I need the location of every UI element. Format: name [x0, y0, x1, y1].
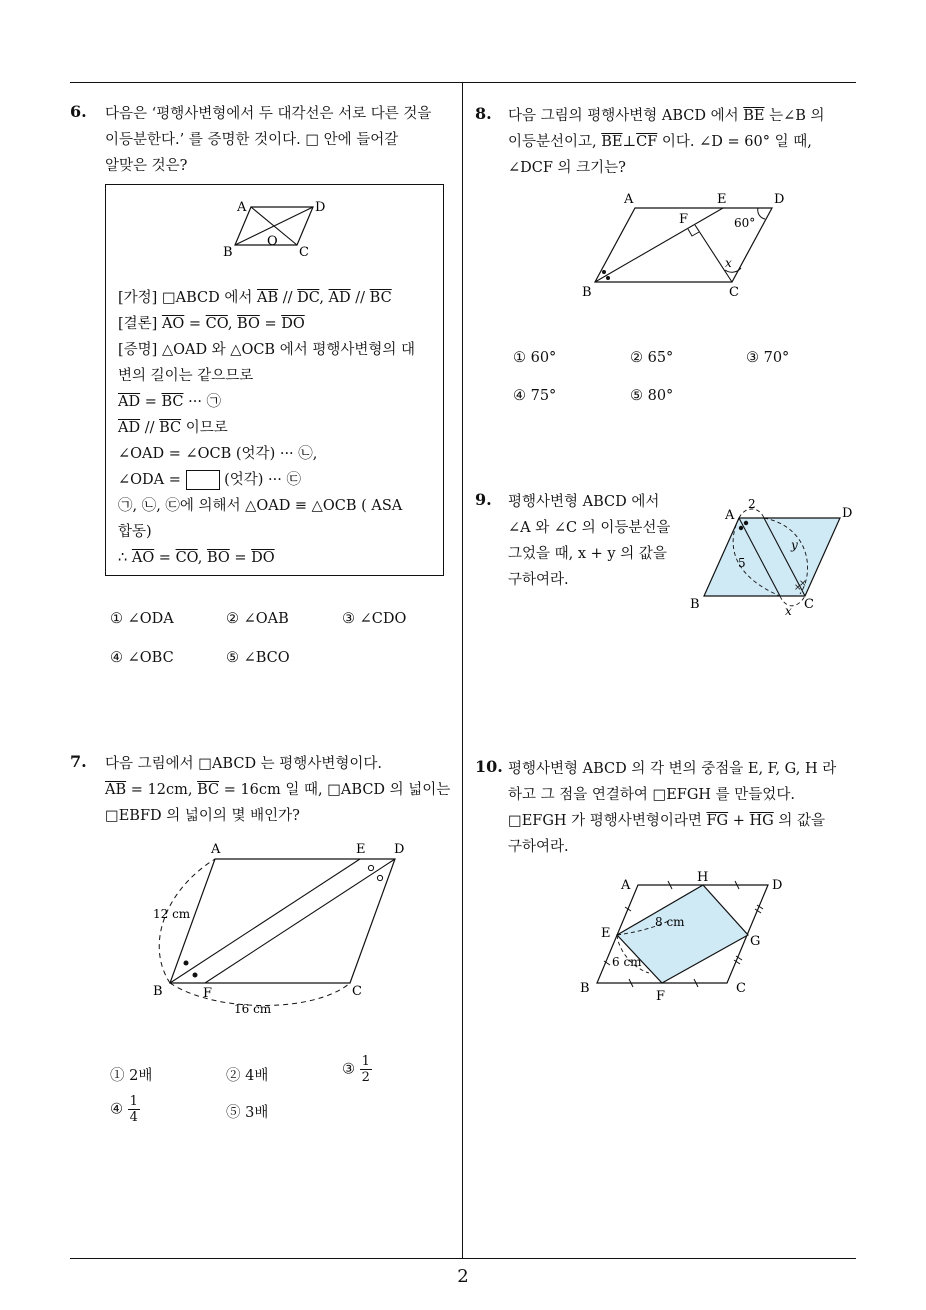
perp-sign: ⊥	[622, 134, 637, 150]
q8-text: 이등분선이고,	[508, 134, 602, 150]
seg-bo: $\overline{BO}$	[237, 316, 260, 332]
q8-choice-3[interactable]: ③ 70°	[746, 350, 790, 366]
proof-tag: [증명]	[118, 342, 158, 358]
q8-label-angle: 60°	[734, 216, 756, 230]
seg-ad: $\overline{AD}$	[118, 420, 141, 436]
q9-label-d: D	[842, 506, 853, 521]
q7-line: □EBFD 의 넓이의 몇 배인가?	[105, 808, 300, 824]
seg-ao: $\overline{AO}$	[131, 550, 155, 566]
seg-do: $\overline{DO}$	[251, 550, 275, 566]
q8-label-d: D	[774, 192, 785, 207]
q8-number: 8.	[475, 104, 492, 123]
seg-cf: $\overline{CF}$	[636, 134, 658, 150]
proof-text: △OAD 와 △OCB 에서 평행사변형의 대	[161, 342, 415, 358]
q9-label-y: y	[791, 538, 798, 552]
q6-conclusion	[118, 311, 305, 337]
q8-line	[508, 129, 825, 155]
q9-label-b: B	[690, 597, 700, 612]
equals-sign: =	[259, 316, 282, 332]
separator: ,	[319, 290, 329, 306]
q9-figure	[685, 492, 860, 622]
q6-label-a: A	[237, 200, 247, 215]
equals-sign: =	[140, 394, 162, 410]
q6-prompt	[105, 101, 431, 179]
q7-label-a: A	[211, 842, 221, 857]
svg-text:×: ×	[794, 583, 802, 593]
seg-hg: $\overline{HG}$	[749, 813, 774, 829]
q8-label-f: F	[679, 212, 689, 227]
q7-label-f: F	[203, 986, 213, 1001]
bottom-rule	[70, 1258, 856, 1259]
choice-mark: ④	[110, 1101, 123, 1118]
q8-line	[508, 103, 825, 129]
seg-ab: $\overline{AB}$	[257, 290, 279, 306]
q6-choice-1[interactable]: ① ∠ODA	[110, 611, 174, 627]
seg-bc: $\overline{BC}$	[159, 420, 182, 436]
q9-label-five: 5	[738, 556, 746, 570]
q7-text: = 12cm,	[126, 782, 198, 798]
q10-line: 평행사변형 ABCD 의 각 변의 중점을 E, F, G, H 라	[508, 761, 837, 777]
q8-label-x: x	[725, 256, 732, 270]
q9-parallelogram	[704, 518, 840, 596]
q10-label-a: A	[621, 878, 631, 893]
conclusion-tag: [결론]	[118, 316, 158, 332]
q10-figure	[575, 865, 800, 1005]
choice-mark: ③	[342, 1061, 355, 1078]
q7-text: = 16cm 일 때, □ABCD 의 넓이는	[219, 782, 451, 798]
equals-sign: =	[229, 550, 252, 566]
q8-text: 이다. ∠D = 60° 일 때,	[657, 134, 812, 150]
q8-label-c: C	[729, 285, 739, 300]
parallel-sign: //	[350, 290, 370, 306]
q6-proof-line: ㉠, ㉡, ㉢에 의해서 △OAD ≡ △OCB ( ASA	[118, 498, 403, 514]
seg-bo: $\overline{BO}$	[206, 550, 230, 566]
q6-line: 이등분한다.’ 를 증명한 것이다. □ 안에 들어갈	[105, 132, 399, 148]
q9-label-x: x	[785, 604, 792, 618]
q10-line: 하고 그 점을 연결하여 □EFGH 를 만들었다.	[508, 787, 795, 803]
q6-choice-5[interactable]: ⑤ ∠BCO	[226, 650, 290, 666]
seg-ao: $\overline{AO}$	[161, 316, 185, 332]
separator: ,	[227, 316, 238, 332]
q7-choice-4[interactable]	[110, 1094, 140, 1125]
answer-blank	[186, 470, 220, 490]
plus-sign: +	[728, 813, 750, 829]
seg-bc: $\overline{BC}$	[197, 782, 220, 798]
q8-choice-1[interactable]: ① 60°	[513, 350, 557, 366]
q10-label-c: C	[736, 981, 746, 996]
q6-label-d: D	[315, 200, 326, 215]
q10-label-g: G	[750, 934, 761, 949]
q7-line	[105, 777, 450, 803]
seg-do: $\overline{DO}$	[281, 316, 305, 332]
seg-fg: $\overline{FG}$	[706, 813, 729, 829]
q10-line	[508, 808, 836, 834]
denominator: 4	[129, 1110, 138, 1125]
q7-choice-3[interactable]	[342, 1054, 372, 1085]
q6-given	[118, 285, 392, 311]
q6-line: 알맞은 것은?	[105, 158, 188, 174]
q6-label-b: B	[223, 245, 233, 260]
q6-number: 6.	[70, 102, 87, 121]
seg-be: $\overline{BE}$	[743, 108, 765, 124]
q6-proof-line	[118, 337, 415, 363]
q9-line: 평행사변형 ABCD 에서	[508, 494, 660, 510]
proof-text: ∠ODA =	[118, 472, 186, 488]
q9-line: ∠A 와 ∠C 의 이등분선을	[508, 520, 671, 536]
q6-choice-3[interactable]: ③ ∠CDO	[342, 611, 407, 627]
fraction-quarter	[128, 1094, 140, 1125]
column-divider	[462, 82, 463, 1259]
q6-figure	[215, 193, 345, 263]
q6-proof-line: ∠OAD = ∠OCB (엇각) ··· ㉡,	[118, 446, 318, 462]
q10-label-h: H	[697, 870, 709, 885]
q6-proof-line	[118, 545, 275, 571]
q6-proof-line	[118, 415, 228, 441]
q6-proof-line	[118, 467, 301, 493]
equals-sign: =	[184, 316, 206, 332]
q7-label-ab: 12 cm	[153, 907, 191, 921]
numerator: 1	[361, 1054, 370, 1069]
proof-text: 이므로	[181, 420, 228, 436]
q7-choice-1[interactable]: ① 2배	[110, 1068, 153, 1084]
proof-text: (엇각) ··· ㉢	[219, 472, 301, 488]
mark-1: ··· ㉠	[183, 394, 222, 410]
top-rule	[70, 82, 856, 83]
seg-ab: $\overline{AB}$	[105, 782, 127, 798]
q8-prompt	[508, 103, 825, 181]
q7-label-e: E	[356, 842, 366, 857]
q10-prompt	[508, 756, 836, 860]
q9-label-two: 2	[748, 497, 756, 511]
q10-label-six: 6 cm	[612, 955, 642, 969]
q6-proof-line: 변의 길이는 같으므로	[118, 368, 254, 384]
q7-choice-5[interactable]: ⑤ 3배	[226, 1105, 269, 1121]
numerator: 1	[129, 1094, 138, 1109]
q10-line: 구하여라.	[508, 839, 569, 855]
parallel-sign: //	[140, 420, 160, 436]
seg-dc: $\overline{DC}$	[297, 290, 320, 306]
q7-number: 7.	[70, 752, 87, 771]
q6-proof-line: 합동)	[118, 524, 152, 540]
q8-label-b: B	[582, 285, 592, 300]
svg-text:×: ×	[799, 579, 807, 589]
q7-prompt	[105, 751, 450, 829]
q6-choice-4[interactable]: ④ ∠OBC	[110, 650, 174, 666]
seg-co: $\overline{CO}$	[175, 550, 198, 566]
q7-choice-2[interactable]: ② 4배	[226, 1068, 269, 1084]
q10-label-d: D	[772, 878, 783, 893]
q10-label-b: B	[580, 981, 590, 996]
q10-text: □EFGH 가 평행사변형이라면	[508, 813, 707, 829]
therefore-sign: ∴	[118, 550, 132, 566]
parallel-sign: //	[278, 290, 298, 306]
q9-label-c: C	[804, 597, 814, 612]
seg-bc: $\overline{BC}$	[369, 290, 392, 306]
given-text: □ABCD 에서	[161, 290, 257, 306]
given-tag: [가정]	[118, 290, 158, 306]
q7-line: 다음 그림에서 □ABCD 는 평행사변형이다.	[105, 756, 382, 772]
q6-choice-2[interactable]: ② ∠OAB	[226, 611, 289, 627]
q6-label-o: O	[267, 234, 278, 249]
q8-choice-5[interactable]: ⑤ 80°	[630, 388, 674, 404]
q7-label-bc: 16 cm	[234, 1002, 272, 1016]
q8-text: 는∠B 의	[764, 108, 825, 124]
q9-line: 그었을 때, x + y 의 값을	[508, 546, 667, 562]
q8-label-e: E	[717, 192, 727, 207]
fraction-half	[360, 1054, 372, 1085]
q6-line: 다음은 ‘평행사변형에서 두 대각선은 서로 다른 것을	[105, 106, 432, 122]
separator: ,	[197, 550, 207, 566]
q8-label-a: A	[624, 192, 634, 207]
q9-label-a: A	[725, 508, 735, 523]
q10-text: 의 값을	[773, 813, 825, 829]
equals-sign: =	[154, 550, 176, 566]
q7-figure	[145, 835, 425, 1020]
q7-label-c: C	[352, 984, 362, 999]
q8-text: 다음 그림의 평행사변형 ABCD 에서	[508, 108, 744, 124]
seg-co: $\overline{CO}$	[205, 316, 228, 332]
q8-choice-2[interactable]: ② 65°	[630, 350, 674, 366]
seg-ad: $\overline{AD}$	[118, 394, 141, 410]
q8-line: ∠DCF 의 크기는?	[508, 160, 626, 176]
q9-number: 9.	[475, 490, 492, 509]
seg-ad: $\overline{AD}$	[328, 290, 351, 306]
q10-number: 10.	[475, 757, 503, 776]
seg-bc: $\overline{BC}$	[161, 394, 184, 410]
q6-label-c: C	[299, 245, 309, 260]
q9-line: 구하여라.	[508, 572, 569, 588]
q10-label-e: E	[601, 926, 611, 941]
q7-label-b: B	[153, 984, 163, 999]
q10-label-eight: 8 cm	[655, 915, 685, 929]
q10-label-f: F	[656, 989, 666, 1004]
q8-figure	[575, 188, 805, 303]
q9-prompt	[508, 489, 670, 593]
page-number: 2	[457, 1266, 469, 1287]
q7-label-d: D	[394, 842, 405, 857]
q8-choice-4[interactable]: ④ 75°	[513, 388, 557, 404]
q6-proof-line	[118, 389, 221, 415]
seg-be: $\overline{BE}$	[601, 134, 623, 150]
denominator: 2	[361, 1070, 370, 1085]
